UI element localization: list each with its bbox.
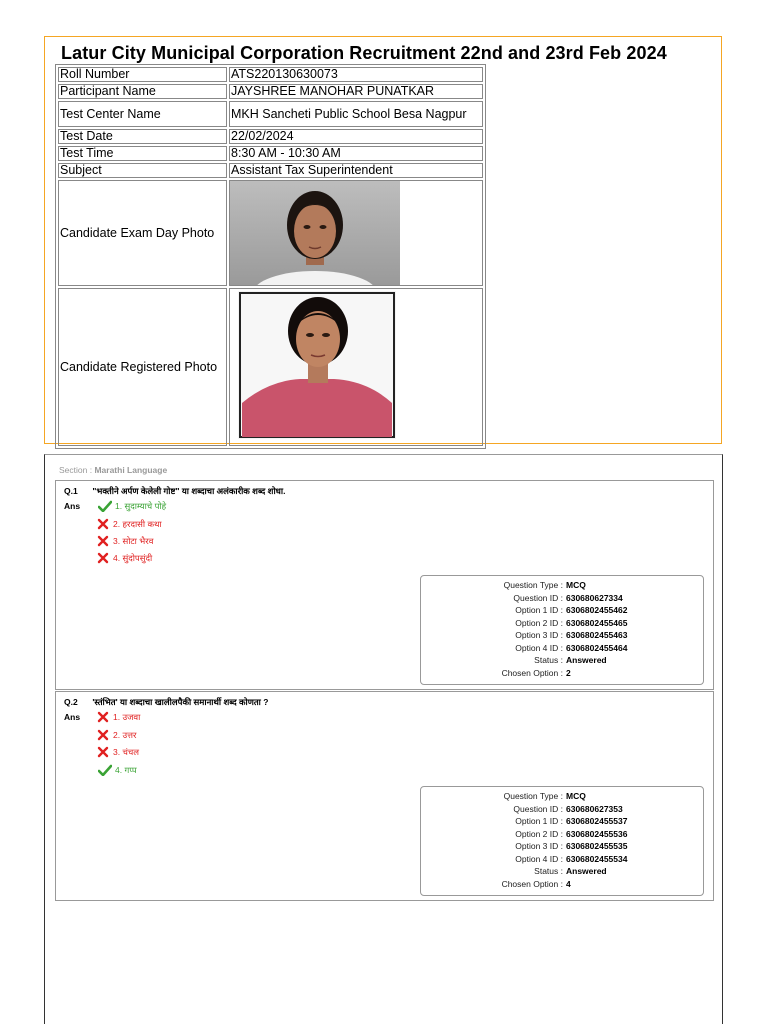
meta-label: Question ID : — [513, 592, 563, 603]
meta-label: Question Type : — [503, 791, 563, 801]
candidate-registered-photo — [238, 291, 396, 439]
option-text: 4. गप्प — [115, 764, 137, 775]
exam-photo-cell — [229, 180, 483, 286]
question-text: "भक्तीने अर्पण केलेली गोष्ट" या शब्दाचा अलंकारीक शब्द शोधा. — [92, 486, 286, 496]
option-2-id-value: 6306802455465 — [566, 617, 628, 628]
option-text: 3. चंचल — [113, 746, 140, 757]
candidate-details-panel — [44, 36, 722, 444]
table-row — [58, 163, 483, 178]
option-1 — [96, 711, 140, 723]
section-name: Marathi Language — [94, 465, 168, 475]
participant-name-value: JAYSHREE MANOHAR PUNATKAR — [229, 84, 483, 99]
status-value: Answered — [566, 866, 607, 876]
registered-photo-cell — [229, 288, 483, 446]
subject-label: Subject — [58, 163, 227, 178]
question-header — [64, 697, 268, 708]
page-title: Latur City Municipal Corporation Recruitment 22nd and 23rd Feb 2024 — [61, 43, 667, 63]
question-type-value: MCQ — [566, 580, 586, 590]
meta-label: Option 3 ID : — [515, 841, 563, 851]
question-number: Q.2 — [64, 697, 78, 707]
question-text: 'स्तंभित' या शब्दाचा खालीलपैकी समानार्थी शब्द कोणता ? — [92, 697, 269, 707]
test-date-label: Test Date — [58, 129, 227, 144]
option-4 — [96, 552, 152, 564]
option-3-id-value: 6306802455463 — [566, 630, 628, 640]
option-text: 2. उत्तर — [113, 729, 137, 740]
exam-photo-label: Candidate Exam Day Photo — [58, 180, 227, 286]
cross-icon — [96, 518, 110, 530]
table-row — [58, 288, 483, 446]
option-2 — [96, 729, 136, 741]
section-heading — [59, 465, 167, 475]
question-card-2 — [55, 691, 714, 901]
option-2-id-value: 6306802455536 — [566, 828, 628, 839]
checkmark-icon — [98, 764, 112, 776]
test-center-label: Test Center Name — [58, 101, 227, 127]
section-prefix: Section : — [59, 465, 93, 475]
option-3 — [96, 746, 139, 758]
option-2 — [96, 518, 162, 530]
cross-icon — [96, 729, 110, 741]
option-text: 3. सोटा भैरव — [113, 535, 154, 546]
meta-label: Question Type : — [503, 580, 563, 590]
participant-name-label: Participant Name — [58, 84, 227, 99]
option-1-id-value: 6306802455537 — [566, 816, 628, 826]
option-4-id-value: 6306802455464 — [566, 642, 628, 653]
candidate-info-table — [55, 64, 486, 449]
meta-label: Option 2 ID : — [515, 617, 563, 628]
option-4 — [98, 764, 137, 776]
status-value: Answered — [566, 655, 607, 665]
meta-label: Option 3 ID : — [515, 630, 563, 640]
subject-value: Assistant Tax Superintendent — [229, 163, 483, 178]
table-row — [58, 180, 483, 286]
option-4-id-value: 6306802455534 — [566, 853, 628, 864]
question-id-value: 630680627334 — [566, 592, 623, 603]
question-id-value: 630680627353 — [566, 803, 623, 814]
checkmark-icon — [98, 500, 112, 512]
option-text: 1. उजवा — [113, 711, 141, 722]
table-row — [58, 129, 483, 144]
table-row — [58, 101, 483, 127]
question-metadata-box — [420, 786, 704, 896]
answer-label: Ans — [64, 501, 81, 511]
option-3-id-value: 6306802455535 — [566, 841, 628, 851]
meta-label: Option 4 ID : — [515, 642, 563, 653]
roll-number-value: ATS220130630073 — [229, 67, 483, 82]
chosen-option-value: 4 — [566, 878, 571, 889]
test-date-value: 22/02/2024 — [229, 129, 483, 144]
option-text: 2. हरदासी कथा — [113, 518, 162, 529]
table-row — [58, 84, 483, 99]
option-1-id-value: 6306802455462 — [566, 605, 628, 615]
question-number: Q.1 — [64, 486, 78, 496]
meta-label: Chosen Option : — [501, 667, 563, 678]
question-metadata-box — [420, 575, 704, 685]
option-1 — [98, 500, 166, 512]
test-time-value: 8:30 AM - 10:30 AM — [229, 146, 483, 161]
meta-label: Status : — [534, 655, 563, 665]
meta-label: Option 1 ID : — [515, 605, 563, 615]
chosen-option-value: 2 — [566, 667, 571, 678]
table-row — [58, 67, 483, 82]
roll-number-label: Roll Number — [58, 67, 227, 82]
cross-icon — [96, 552, 110, 564]
meta-label: Option 1 ID : — [515, 816, 563, 826]
question-paper-panel — [44, 454, 723, 1024]
question-card-1 — [55, 480, 714, 690]
meta-label: Option 4 ID : — [515, 853, 563, 864]
test-center-value: MKH Sancheti Public School Besa Nagpur — [229, 101, 483, 127]
table-row — [58, 146, 483, 161]
question-type-value: MCQ — [566, 791, 586, 801]
question-header — [64, 486, 285, 497]
option-text: 1. सुदाम्याचे पोहे — [115, 500, 167, 511]
meta-label: Question ID : — [513, 803, 563, 814]
candidate-exam-day-photo — [230, 181, 400, 285]
test-time-label: Test Time — [58, 146, 227, 161]
option-3 — [96, 535, 153, 547]
option-text: 4. सुंदोपसुंदी — [113, 552, 153, 563]
cross-icon — [96, 535, 110, 547]
cross-icon — [96, 711, 110, 723]
registered-photo-label: Candidate Registered Photo — [58, 288, 227, 446]
cross-icon — [96, 746, 110, 758]
meta-label: Chosen Option : — [501, 878, 563, 889]
meta-label: Option 2 ID : — [515, 828, 563, 839]
meta-label: Status : — [534, 866, 563, 876]
answer-label: Ans — [64, 712, 81, 722]
